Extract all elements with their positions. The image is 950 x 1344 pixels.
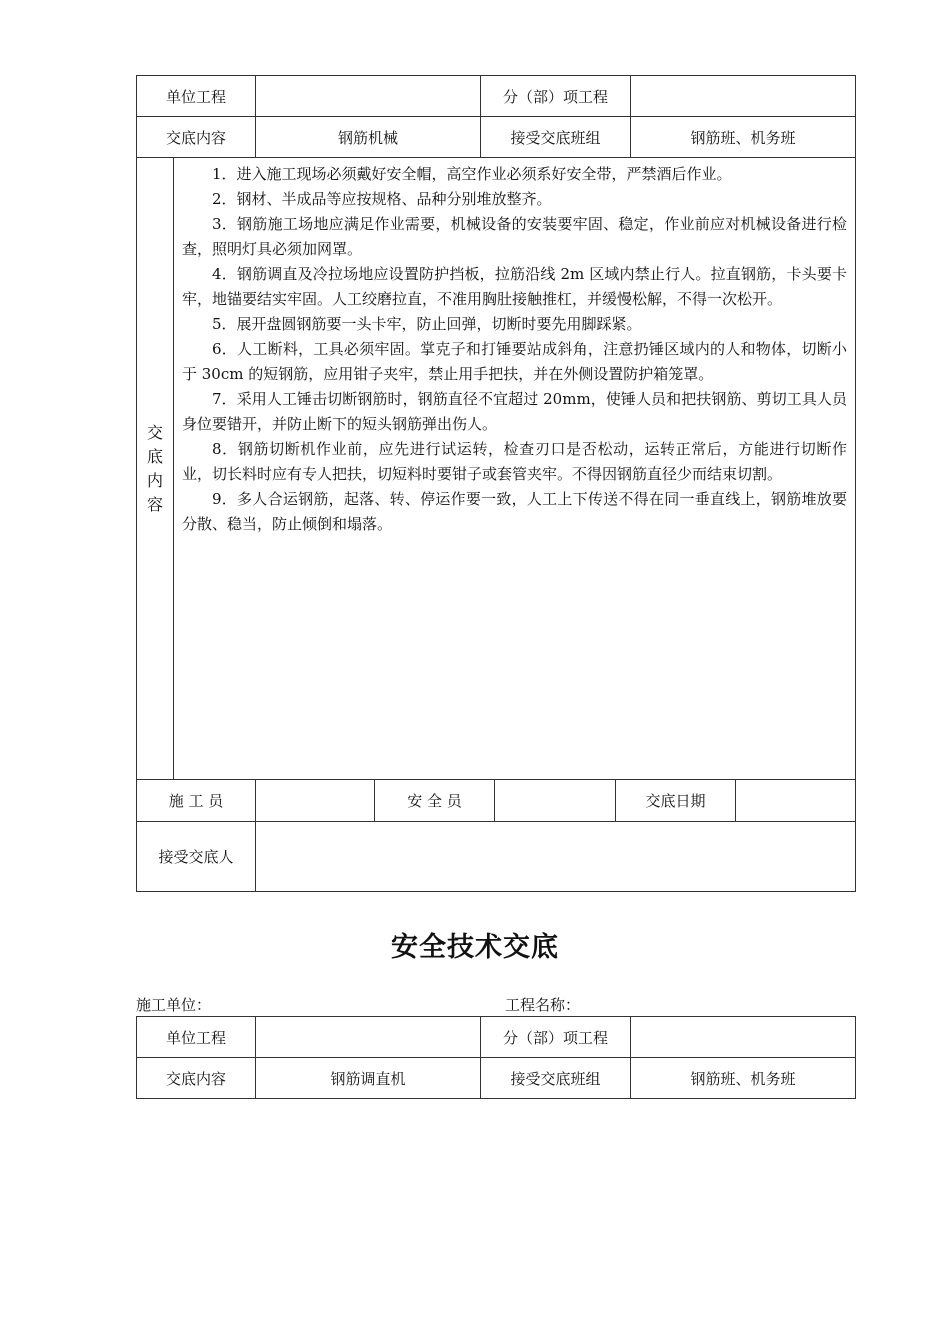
- list-item: 6．人工断料，工具必须牢固。掌克子和打锤要站成斜角，注意扔锤区域内的人和物体，切断小于 30cm 的短钢筋，应用钳子夹牢，禁止用手把扶，并在外侧设置防护箱笼罩。: [182, 340, 848, 383]
- table-row: [137, 158, 856, 780]
- list-item: 9．多人合运钢筋，起落、转、停运作要一致，人工上下传送不得在同一垂直线上，钢筋堆放要分散、稳当，防止倾倒和塌落。: [182, 490, 848, 533]
- team-label: 接受交底班组: [481, 1058, 631, 1099]
- list-item: 5．展开盘圆钢筋要一头卡牢，防止回弹，切断时要先用脚踩紧。: [212, 315, 642, 333]
- content-label: 交底内容: [137, 1058, 256, 1099]
- vertical-char: 容: [146, 494, 163, 514]
- vertical-char: 交: [146, 422, 163, 442]
- list-item: 2．钢材、半成品等应按规格、品种分别堆放整齐。: [212, 190, 552, 208]
- list-item: 8．钢筋切断机作业前，应先进行试运转，检查刃口是否松动，运转正常后，方能进行切断作业，切长料时应有专人把扶，切短料时要钳子或套管夹牢。不得因钢筋直径少而结束切割。: [182, 440, 848, 483]
- content-value: 钢筋调直机: [256, 1058, 481, 1099]
- unit-project-value: [256, 76, 481, 117]
- vertical-char: 底: [146, 446, 163, 466]
- list-item: 4．钢筋调直及冷拉场地应设置防护挡板，拉筋沿线 2m 区域内禁止行人。拉直钢筋，卡头要卡牢，地锚要结实牢固。人工绞磨拉直，不准用胸肚接触推杠，并缓慢松解，不得一次松开。: [182, 265, 848, 308]
- sub-project-label: 分（部）项工程: [481, 1017, 631, 1058]
- briefing-table: [136, 75, 856, 780]
- unit-project-label: 单位工程: [137, 1017, 256, 1058]
- vertical-char: 内: [146, 470, 163, 490]
- list-item: 7．采用人工锤击切断钢筋时，钢筋直径不宜超过 20mm，使锤人员和把扶钢筋、剪切工具人员身位要错开，并防止断下的短头钢筋弹出伤人。: [182, 390, 848, 433]
- briefing-date-label: 交底日期: [616, 780, 736, 822]
- builder-label: 施 工 员: [137, 780, 256, 822]
- table-row: [137, 780, 856, 822]
- builder-value: [256, 780, 375, 822]
- unit-project-label: 单位工程: [137, 76, 256, 117]
- table-row: [137, 76, 856, 117]
- team-value: 钢筋班、机务班: [631, 117, 856, 158]
- table-row: [137, 1017, 856, 1058]
- briefing-content-body: [174, 158, 856, 780]
- sub-project-label: 分（部）项工程: [481, 76, 631, 117]
- safety-officer-label: 安 全 员: [375, 780, 495, 822]
- safety-officer-value: [495, 780, 616, 822]
- team-label: 接受交底班组: [481, 117, 631, 158]
- briefing-date-value: [736, 780, 856, 822]
- sub-project-value: [631, 76, 856, 117]
- content-label: 交底内容: [137, 117, 256, 158]
- unit-project-value: [256, 1017, 481, 1058]
- table-row: [137, 1058, 856, 1099]
- receiver-label: 接受交底人: [137, 822, 256, 892]
- sub-project-value: [631, 1017, 856, 1058]
- list-item: 3．钢筋施工场地应满足作业需要，机械设备的安装要牢固、稳定，作业前应对机械设备进行检查，照明灯具必须加网罩。: [182, 215, 848, 258]
- table-row: [137, 117, 856, 158]
- project-name-label: 工程名称：: [505, 996, 581, 1014]
- table-row: [137, 822, 856, 892]
- receiver-value: [256, 822, 856, 892]
- page-title: 安全技术交底: [391, 932, 559, 963]
- briefing-content-vertical-label: [137, 158, 174, 780]
- briefing-table-2: [136, 1016, 856, 1099]
- list-item: 1．进入施工现场必须戴好安全帽，高空作业必须系好安全带，严禁酒后作业。: [212, 165, 732, 183]
- construction-unit-label: 施工单位：: [136, 996, 212, 1014]
- team-value: 钢筋班、机务班: [631, 1058, 856, 1099]
- signature-table: [136, 779, 856, 892]
- content-value: 钢筋机械: [256, 117, 481, 158]
